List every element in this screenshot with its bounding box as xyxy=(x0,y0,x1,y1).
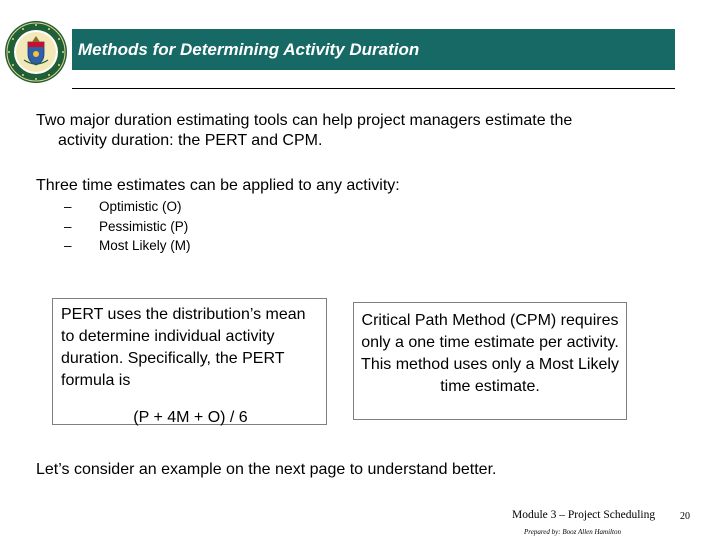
slide-title: Methods for Determining Activity Duration xyxy=(78,39,420,59)
cpm-box xyxy=(353,302,627,420)
dash-bullet: – xyxy=(64,238,72,253)
intro-line-1: Two major duration estimating tools can help project managers estimate the xyxy=(36,112,573,129)
cpm-text: Critical Path Method (CPM) requires only a one time estimate per activity. This method uses only a Most Likely time estimate. xyxy=(361,312,619,395)
closing-paragraph: Let’s consider an example on the next page to understand better. xyxy=(36,461,497,478)
page-number: 20 xyxy=(680,511,690,522)
footer-module: Module 3 – Project Scheduling xyxy=(512,509,656,521)
footer-prepared-by: Prepared by: Booz Allen Hamilton xyxy=(524,528,621,536)
doe-seal-icon xyxy=(4,20,68,84)
dash-bullet: – xyxy=(64,199,72,214)
list-item xyxy=(64,217,191,237)
title-divider xyxy=(72,88,675,89)
title-bar xyxy=(72,29,675,70)
estimates-intro: Three time estimates can be applied to any activity: xyxy=(36,177,400,194)
intro-paragraph xyxy=(36,111,676,151)
pert-text: PERT uses the distribution’s mean to determine individual activity duration. Specifically, the PERT formula is xyxy=(61,306,306,389)
list-item xyxy=(64,236,191,256)
pert-formula: (P + 4M + O) / 6 xyxy=(133,409,248,426)
list-item xyxy=(64,197,191,217)
intro-line-2: activity duration: the PERT and CPM. xyxy=(58,132,323,149)
pert-box xyxy=(52,298,327,425)
estimate-label: Optimistic (O) xyxy=(99,199,182,214)
estimate-label: Most Likely (M) xyxy=(99,238,191,253)
dash-bullet: – xyxy=(64,218,72,234)
estimates-list xyxy=(64,197,191,256)
estimate-label: Pessimistic (P) xyxy=(99,218,189,234)
